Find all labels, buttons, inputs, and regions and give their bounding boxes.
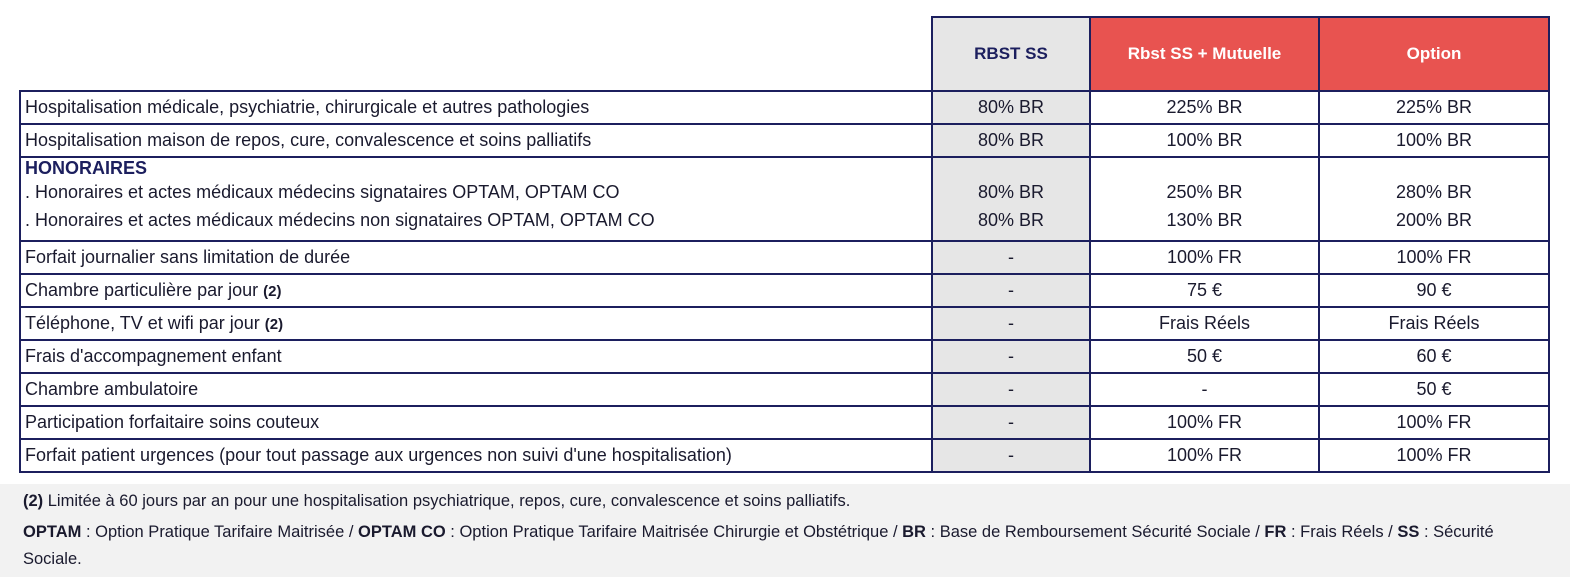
table-row [20,439,1549,472]
cell-mutuelle: 225% BR [1090,91,1319,124]
value: 280% BR [1395,182,1473,202]
header-option: Option [1319,17,1549,91]
table-row [20,124,1549,157]
header-rbst-ss: RBST SS [932,17,1090,91]
cell-mutuelle: 100% FR [1090,241,1319,274]
note-ref: (2) [264,316,284,333]
table-row [20,274,1549,307]
cell-mutuelle: 75 € [1090,274,1319,307]
cell-rbst-ss: - [932,406,1090,439]
footnote-2: (2) Limitée à 60 jours par an pour une hospitalisation psychiatrique, repos, cure, convalescence et soins palliatifs. [23,492,851,510]
cell-option: 100% FR [1319,406,1549,439]
cell-mutuelle: 50 € [1090,340,1319,373]
cell-rbst-ss: - [932,274,1090,307]
table-row [20,307,1549,340]
row-label: Frais d'accompagnement enfant [20,340,932,373]
row-label: Forfait patient urgences (pour tout passage aux urgences non suivi d'une hospitalisation) [20,439,932,472]
row-label: Téléphone, TV et wifi par jour (2) [20,307,932,340]
cell-rbst-ss: - [932,307,1090,340]
table-row [20,406,1549,439]
cell-option: 90 € [1319,274,1549,307]
row-label: Hospitalisation maison de repos, cure, convalescence et soins palliatifs [20,124,932,157]
honoraires-title: HONORAIRES [25,158,148,178]
value: 80% BR [977,210,1045,230]
cell-mutuelle: 100% FR [1090,439,1319,472]
cell-option: 100% FR [1319,439,1549,472]
cell-rbst-ss: - [932,439,1090,472]
honoraires-row [20,157,1549,241]
cell-option: 100% FR [1319,241,1549,274]
value: 200% BR [1395,210,1473,230]
cell-mutuelle: 100% BR [1090,124,1319,157]
cell-mutuelle: Frais Réels [1090,307,1319,340]
abbreviations: OPTAM : Option Pratique Tarifaire Maitrisée / OPTAM CO : Option Pratique Tarifaire Maitrisée Chirurgie et Obstétrique / BR : Base de Remboursement Sécurité Sociale / FR : Frais Réels / SS : Sécurité Sociale. [23,523,1494,568]
row-label: Participation forfaitaire soins couteux [20,406,932,439]
cell-option: Frais Réels [1319,307,1549,340]
row-label: Hospitalisation médicale, psychiatrie, chirurgicale et autres pathologies [20,91,932,124]
cell-option [1319,157,1549,241]
footnotes [0,484,1570,577]
honoraires-labels [20,157,932,241]
header-blank [20,17,932,91]
note-ref: (2) [263,283,282,300]
value: 80% BR [977,182,1045,202]
row-label: Chambre ambulatoire [20,373,932,406]
table-row [20,91,1549,124]
row-label: Chambre particulière par jour (2) [20,274,932,307]
table-row [20,241,1549,274]
cell-mutuelle: - [1090,373,1319,406]
header-row [20,17,1549,91]
header-rbst-mutuelle: Rbst SS + Mutuelle [1090,17,1319,91]
table-row [20,340,1549,373]
cell-rbst-ss: - [932,340,1090,373]
value: 250% BR [1166,182,1243,202]
footnote-tag: (2) [23,492,44,510]
cell-rbst-ss: 80% BR [932,124,1090,157]
cell-rbst-ss: - [932,373,1090,406]
honoraires-item-non-signataires: . Honoraires et actes médicaux médecins non signataires OPTAM, OPTAM CO [25,210,655,230]
table-row [20,373,1549,406]
cell-mutuelle [1090,157,1319,241]
cell-rbst-ss: 80% BR [932,91,1090,124]
cell-option: 60 € [1319,340,1549,373]
cell-mutuelle: 100% FR [1090,406,1319,439]
cell-rbst-ss: - [932,241,1090,274]
cell-option: 225% BR [1319,91,1549,124]
value: 130% BR [1166,210,1243,230]
row-label: Forfait journalier sans limitation de durée [20,241,932,274]
cell-rbst-ss [932,157,1090,241]
coverage-table [19,16,1550,473]
honoraires-item-signataires: . Honoraires et actes médicaux médecins signataires OPTAM, OPTAM CO [25,182,620,202]
cell-option: 100% BR [1319,124,1549,157]
cell-option: 50 € [1319,373,1549,406]
